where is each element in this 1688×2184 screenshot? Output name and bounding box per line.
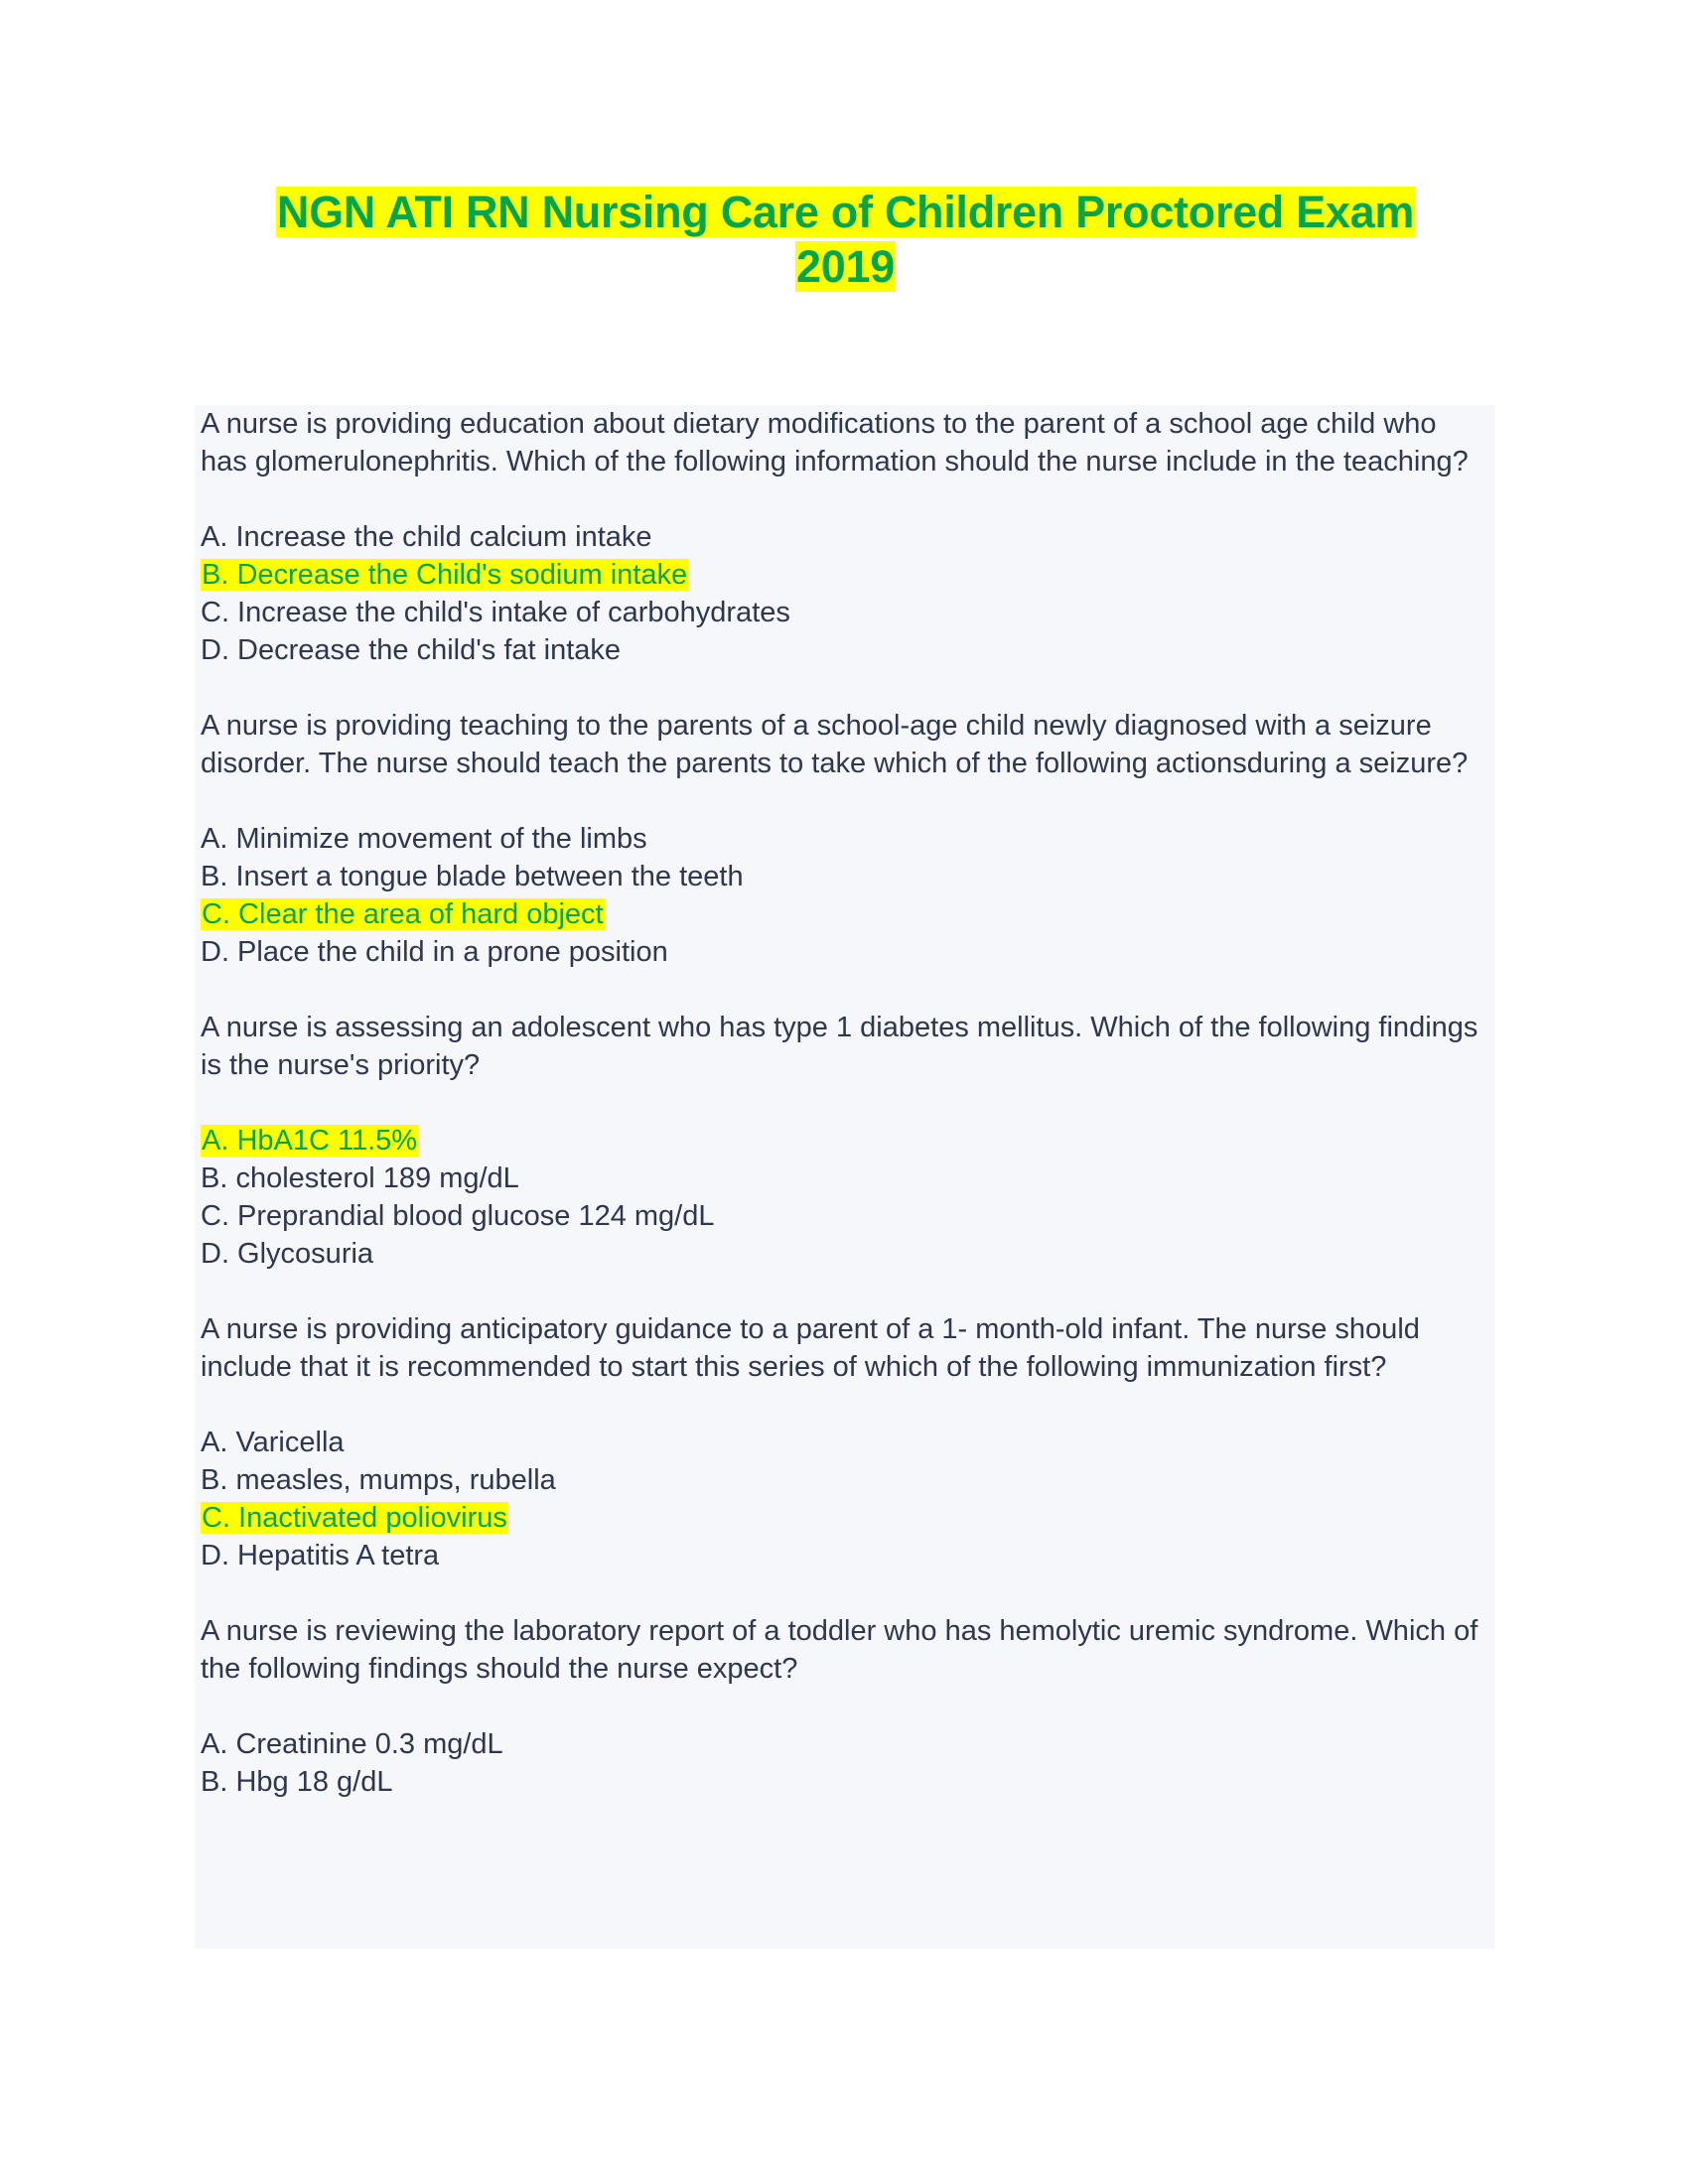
highlight-mark: A. HbA1C 11.5% [202,1125,418,1157]
answer-choice-highlighted [195,1122,1495,1160]
answer-choice: A. Varicella [201,1427,345,1458]
question-block [195,707,1495,971]
answer-choice: D. Hepatitis A tetra [201,1540,440,1571]
page-title-line-1: NGN ATI RN Nursing Care of Children Proctored Exam [276,187,1415,237]
questions-container [195,405,1495,1801]
answer-choice: A. Increase the child calcium intake [201,521,652,553]
answer-choice: B. Hbg 18 g/dL [201,1766,393,1798]
stem-choices-spacer [195,480,1495,518]
highlight-mark: B. Decrease the Child's sodium intake [202,559,688,591]
answer-choice: C. Preprandial blood glucose 124 mg/dL [201,1200,715,1232]
answer-choice: D. Decrease the child's fat intake [201,634,622,666]
answer-choice: A. Creatinine 0.3 mg/dL [201,1728,503,1760]
highlight-mark: C. Inactivated poliovirus [202,1502,507,1534]
answer-choice-highlighted [195,556,1495,594]
question-stem: A nurse is reviewing the laboratory report of a toddler who has hemolytic uremic syndrome. Which of the following findings should the nurse expect? [201,1615,1478,1685]
answer-choice: B. cholesterol 189 mg/dL [201,1162,519,1194]
answer-choice-highlighted [195,895,1495,933]
answer-choice: B. measles, mumps, rubella [201,1464,556,1496]
answer-choice: A. Minimize movement of the limbs [201,823,647,855]
exam-content-panel [195,405,1495,1949]
question-block [195,1310,1495,1574]
question-stem: A nurse is providing teaching to the parents of a school-age child newly diagnosed with a seizure disorder. The nurse should teach the parents to take which of the following actionsduring a seizure? [201,710,1469,779]
question-block [195,1612,1495,1801]
stem-choices-spacer [195,1386,1495,1424]
question-spacer [195,1273,1495,1310]
answer-choice: D. Place the child in a prone position [201,936,668,968]
highlight-mark: C. Clear the area of hard object [202,898,604,930]
question-spacer [195,1574,1495,1612]
question-stem: A nurse is assessing an adolescent who has type 1 diabetes mellitus. Which of the following findings is the nurse's priority? [201,1012,1478,1081]
question-block [195,1009,1495,1273]
answer-choice: D. Glycosuria [201,1238,374,1270]
question-spacer [195,971,1495,1009]
stem-choices-spacer [195,1688,1495,1725]
stem-choices-spacer [195,782,1495,820]
question-stem: A nurse is providing anticipatory guidance to a parent of a 1- month-old infant. The nurse should include that it is recommended to start this series of which of the following immunization first? [201,1313,1420,1383]
answer-choice-highlighted [195,1499,1495,1537]
question-spacer [195,669,1495,707]
stem-choices-spacer [195,1084,1495,1122]
page-title [202,185,1489,294]
question-block [195,405,1495,669]
answer-choice: B. Insert a tongue blade between the teeth [201,861,744,892]
page-title-line-2: 2019 [796,241,895,292]
question-stem: A nurse is providing education about dietary modifications to the parent of a school age child who has glomerulonephritis. Which of the following information should the nurse include in the teaching? [201,408,1469,478]
answer-choice: C. Increase the child's intake of carbohydrates [201,597,790,628]
